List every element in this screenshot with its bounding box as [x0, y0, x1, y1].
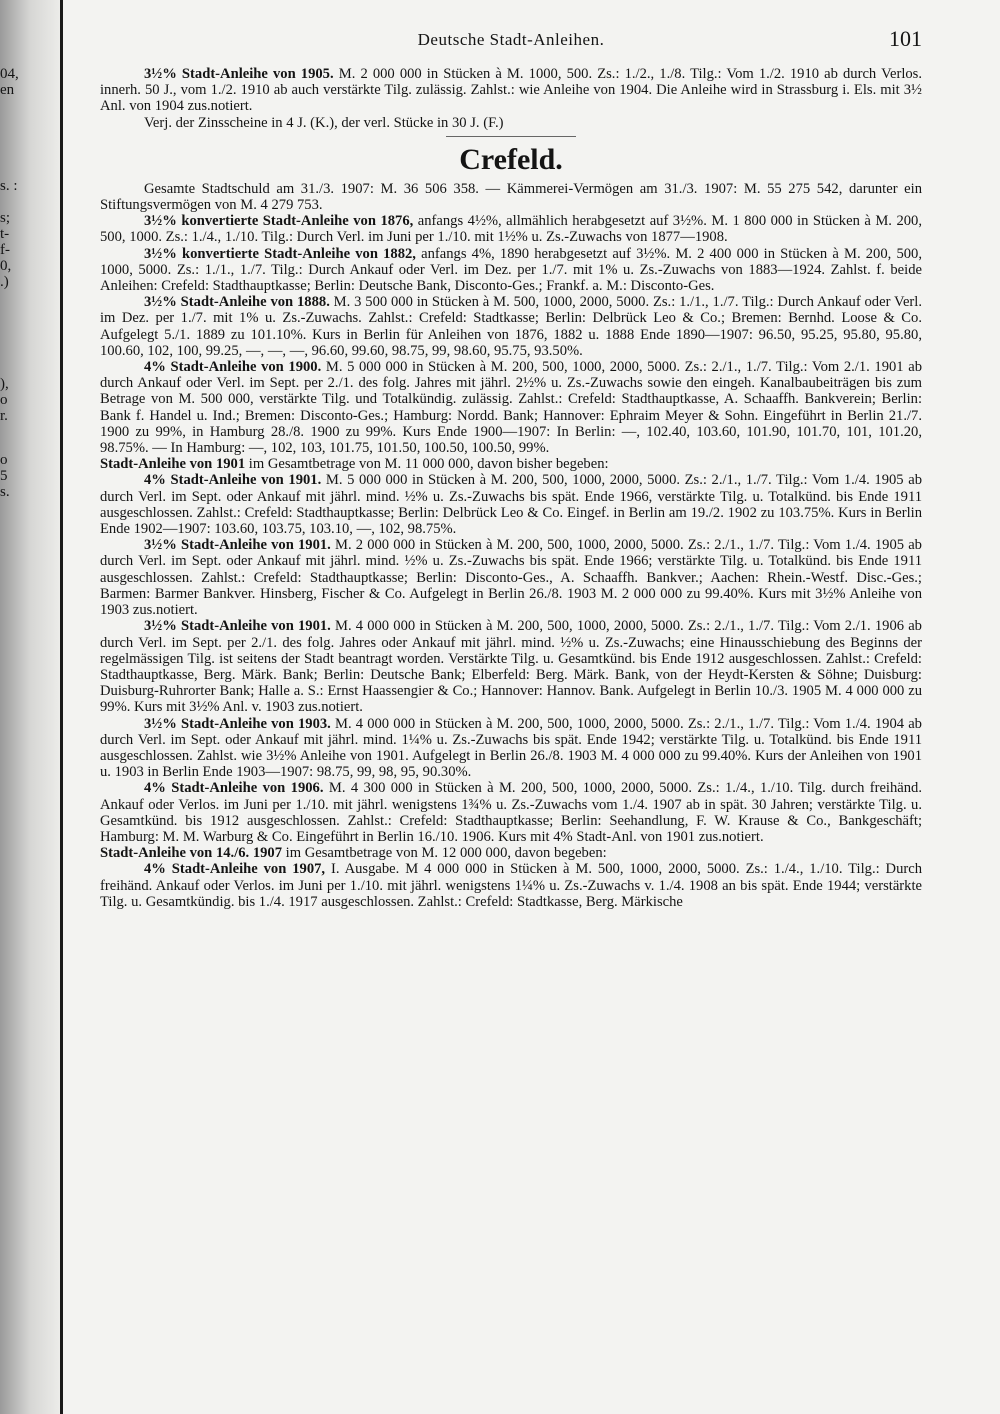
- margin-fragment: s. :: [0, 178, 18, 194]
- loan-text: M. 4 000 000 in Stücken à M. 200, 500, 1000, 2000, 5000. Zs.: 2./1., 1./7. Tilg.: Vom 1./4. 1904 ab durch Verl. im Sept. oder Ankauf mit jährl. mind. 1¼% u. Zs.-Zuwachs bis spät. Ende 1942; verstärkte Tilg. u. Totalkünd. bis Ende 1911 ausgeschlossen. Zahlst. wie 3½% Anleihe von 1901. Aufgelegt in Berlin 26./8. 1903 M. 4 000 000 zu 99.40%. Kurs der Anleihen von 1901 u. 1903 in Berlin Ende 1903—1907: 98.75, 99, 98, 95, 90.30%.: [100, 715, 922, 781]
- loan-heading: 3½% Stadt-Anleihe von 1888.: [144, 294, 330, 311]
- text-column: [100, 66, 922, 910]
- gutter-rule: [60, 0, 63, 1414]
- section-divider: [446, 136, 576, 137]
- loan-text: M. 4 300 000 in Stücken à M. 200, 500, 1000, 2000, 5000. Zs.: 1./4., 1./10. Tilg. durch freihänd. Ankauf oder Verlos. im Juni per 1./10. mit jährl. wenigstens 1¾% u. Zs.-Zuwachs vom 1./4. 1907 ab in spät. 30 Jahren; verstärkte Tilg. u. Gesamtkünd. bis 1912 ausgeschlossen. Zahlst.: Crefeld: Stadthauptkasse; Berlin: Seehandlung, F. W. Krause & Co., Bankgeschäft; Hamburg: M. M. Warburg & Co. Eingeführt in Berlin 16./10. 1906. Kurs mit 4% Stadt-Anl. von 1901 zus.notiert.: [100, 780, 922, 845]
- margin-fragment: r.: [0, 408, 8, 424]
- loan-entry: [100, 246, 922, 295]
- loan-text: anfangs 4%, 1890 herabgesetzt auf 3½%. M. 2 400 000 in Stücken à M. 200, 500, 1000, 5000. Zs.: 1./1., 1./7. Tilg.: Durch Ankauf oder Verl. im Dez. per 1./7. mit 1% u. Zs.-Zuwachs von 1883—1924. Zahlst. f. beide Anleihen: Crefeld: Stadthauptkasse; Berlin: Deutsche Bank, Disconto-Ges.; Frankf. a. M.: Disconto-Ges.: [100, 245, 922, 295]
- page-number: 101: [889, 26, 922, 51]
- margin-fragment: t-: [0, 226, 10, 242]
- loan-entry: [100, 359, 922, 456]
- city-heading: Crefeld.: [459, 142, 563, 176]
- loan-heading: 4% Stadt-Anleihe von 1907,: [144, 861, 326, 878]
- margin-fragment: s.: [0, 484, 10, 500]
- loan-heading: 4% Stadt-Anleihe von 1900.: [144, 359, 322, 376]
- loan-heading: Stadt-Anleihe von 1901: [100, 456, 246, 473]
- loan-heading: Stadt-Anleihe von 14./6. 1907: [100, 845, 283, 862]
- loan-entry: [100, 861, 922, 910]
- loan-text: M. 5 000 000 in Stücken à M. 200, 500, 1000, 2000, 5000. Zs.: 2./1., 1./7. Tilg.: Vom 1./4. 1905 ab durch Verl. im Sept. oder Ankauf mit jährl. mind. ½% u. Zs.-Zuwachs bis spät. Ende 1966, verstärkte Tilg. u. Totalkünd. bis Ende 1911 ausgeschlossen. Zahlst.: Crefeld: Stadthauptkasse; Berlin: Delbrück Leo & Co. Eingef. in Berlin am 19./2. 1902 zu 103.75%. Kurs in Berlin Ende 1902—1907: 103.60, 103.75, 103.10, —, 102, 98.75%.: [100, 472, 922, 538]
- margin-fragment: f-: [0, 242, 10, 258]
- loan-text: Verj. der Zinsscheine in 4 J. (K.), der verl. Stücke in 30 J. (F.): [144, 114, 504, 131]
- loan-entry: [100, 115, 922, 131]
- margin-fragment: s;: [0, 210, 11, 226]
- loan-heading: 4% Stadt-Anleihe von 1901.: [144, 472, 322, 489]
- margin-fragment: ),: [0, 376, 9, 392]
- loan-entry: [100, 213, 922, 245]
- loan-entry: [100, 66, 922, 115]
- margin-fragment: .): [0, 274, 9, 290]
- loan-entry: [100, 537, 922, 618]
- city-summary: Gesamte Stadtschuld am 31./3. 1907: M. 36 506 358. — Kämmerei-Vermögen am 31./3. 1907: M. 55 275 542, darunter ein Stiftungsvermögen von M. 4 279 753.: [100, 180, 922, 214]
- running-title: Deutsche Stadt-Anleihen.: [417, 30, 605, 49]
- loan-text: anfangs 4½%, allmählich herabgesetzt auf 3½%. M. 1 800 000 in Stücken à M. 200, 500, 1000. Zs.: 1./4., 1./10. Tilg.: Durch Verl. im Juni per 1./10. mit 1½% u. Zs.-Zuwachs von 1877—1908.: [100, 213, 922, 246]
- loan-heading: 3½% Stadt-Anleihe von 1903.: [144, 715, 331, 732]
- loan-text: M. 3 500 000 in Stücken à M. 500, 1000, 2000, 5000. Zs.: 1./1., 1./7. Tilg.: Durch Ankauf oder Verl. im Dez. per 1./7. mit 1% u. Zs.-Zuwachs. Zahlst.: Crefeld: Stadtkasse; Berlin: Delbrück Leo & Co.; Bremen: Bernhd. Loose & Co. Aufgelegt 5./1. 1889 zu 101.10%. Kurs in Berlin für Anleihen von 1876, 1882 u. 1888 Ende 1890—1907: 96.50, 95.25, 95.80, 95.80, 100.60, 102, 100, 99.25, —, —, —, 96.60, 99.60, 98.75, 99, 98.60, 95.75, 93.50%.: [100, 294, 922, 359]
- loan-entry: [100, 294, 922, 359]
- margin-fragment: en: [0, 82, 15, 98]
- loan-text: im Gesamtbetrage von M. 12 000 000, davon begeben:: [282, 845, 607, 862]
- loan-group-heading: [100, 456, 922, 472]
- loan-heading: 3½% konvertierte Stadt-Anleihe von 1876,: [144, 213, 414, 230]
- loan-entry: [100, 716, 922, 781]
- loan-entry: [100, 472, 922, 537]
- loan-entry: [100, 618, 922, 715]
- margin-fragment: o: [0, 452, 8, 468]
- loan-text: I. Ausgabe. M 4 000 000 in Stücken à M. 500, 1000, 2000, 5000. Zs.: 1./4., 1./10. Tilg.: Durch freihänd. Ankauf oder Verlos. im Juni per 1./10. mit jährl. wenigstens 1¼% u. Zs.-Zuwachs v. 1./4. 1908 an bis spät. Ende 1944; verstärkte Tilg. u. Gesamtkündig. bis 1./4. 1917 ausgeschlossen. Zahlst.: Crefeld: Stadtkasse, Berg. Märkische: [100, 861, 923, 910]
- loan-text: M. 2 000 000 in Stücken à M. 1000, 500. Zs.: 1./2., 1./8. Tilg.: Vom 1./2. 1910 ab durch Verlos. innerh. 50 J., vom 1./2. 1910 ab auch verstärkte Tilg. zulässig. Zahlst.: wie Anleihe von 1904. Die Anleihe wird in Strassburg i. Els. mit 3½ Anl. von 1904 zus.notiert.: [100, 66, 923, 115]
- loan-heading: 3½% Stadt-Anleihe von 1901.: [144, 618, 331, 635]
- margin-fragment: 5: [0, 468, 8, 484]
- loan-heading: 3½% konvertierte Stadt-Anleihe von 1882,: [144, 245, 416, 262]
- loan-entry: [100, 780, 922, 845]
- loan-heading: 4% Stadt-Anleihe von 1906.: [144, 780, 324, 797]
- loan-group-heading: [100, 845, 922, 861]
- margin-fragment: 04,: [0, 66, 19, 82]
- loan-text: M. 5 000 000 in Stücken à M. 200, 500, 1000, 2000, 5000. Zs.: 2./1., 1./7. Tilg.: Vom 2./1. 1901 ab durch Ankauf oder Verl. im Sept. per 2./1. des folg. Jahres mit jährl. 2½% u. Zs.-Zuwachs sowie den eingeh. Kanalbaubeiträgen bis zum Betrage von M. 500 000, verstärkte Tilg. und Totalkündig. zulässig. Zahlst.: Crefeld: Stadthauptkasse, A. Schaaffh. Bankverein; Berlin: Bank f. Handel u. Ind.; Bremen: Disconto-Ges.; Hamburg: Nordd. Bank; Hannover: Ephraim Meyer & Sohn. Eingeführt in Berlin 21./7. 1900 zu 99%, in Hamburg 28./8. 1900 zu 99%. Kurs Ende 1900—1907: In Berlin: —, 102.40, 103.60, 101.90, 101.70, 101, 101.20, 98.75%. — In Hamburg: —, 102, 103, 101.75, 101.50, 100.50, 100.50, 99%.: [100, 359, 922, 457]
- loan-text: M. 2 000 000 in Stücken à M. 200, 500, 1000, 2000, 5000. Zs.: 2./1., 1./7. Tilg.: Vom 1./4. 1905 ab durch Verl. im Sept. oder Ankauf mit jährl. mind. ½% u. Zs.-Zuwachs bis spät. Ende 1966; verstärkte Tilg. u. Totalkünd. bis Ende 1911 ausgeschlossen. Zahlst.: Crefeld: Stadthauptkasse; Berlin: Disconto-Ges., A. Schaaffh. Bankver.; Aachen: Rhein.-Westf. Disc.-Ges.; Barmen: Barmer Bankver. Hinsberg, Fischer & Co. Aufgelegt in Berlin 26./8. 1903 M. 2 000 000 zu 99.40%. Kurs mit 3½% Anleihe von 1903 zus.notiert.: [100, 537, 922, 619]
- margin-fragment: o: [0, 392, 8, 408]
- loan-text: im Gesamtbetrage von M. 11 000 000, davon bisher begeben:: [245, 456, 609, 473]
- loan-text: M. 4 000 000 in Stücken à M. 200, 500, 1000, 2000, 5000. Zs.: 2./1., 1./7. Tilg.: Vom 2./1. 1906 ab durch Verl. im Sept. per 2./1. des folg. Jahres oder Ankauf mit jährl. mind. ½% u. Zs.-Zuwachs; eine Hinausschiebung des Beginns der regelmässigen Tilg. ist seitens der Stadt beantragt worden. Verstärkte Tilg. u. Gesamtkünd. bis Ende 1912 ausgeschlossen. Zahlst.: Crefeld: Stadthauptkasse, Berg. Märk. Bank; Berlin: Deutsche Bank; Elberfeld: Berg. Märk. Bank, von der Heydt-Kersten & Söhne; Duisburg: Duisburg-Ruhrorter Bank; Halle a. S.: Ernst Haassengier & Co.; Hannover: Hannov. Bank. Aufgelegt in Berlin 10./3. 1905 M. 4 000 000 zu 99%. Kurs mit 3½% Anl. v. 1903 zus.notiert.: [100, 618, 922, 716]
- loan-heading: 3½% Stadt-Anleihe von 1901.: [144, 537, 331, 554]
- running-header: [100, 26, 922, 58]
- margin-fragment: 0,: [0, 258, 12, 274]
- loan-heading: 3½% Stadt-Anleihe von 1905.: [144, 66, 334, 82]
